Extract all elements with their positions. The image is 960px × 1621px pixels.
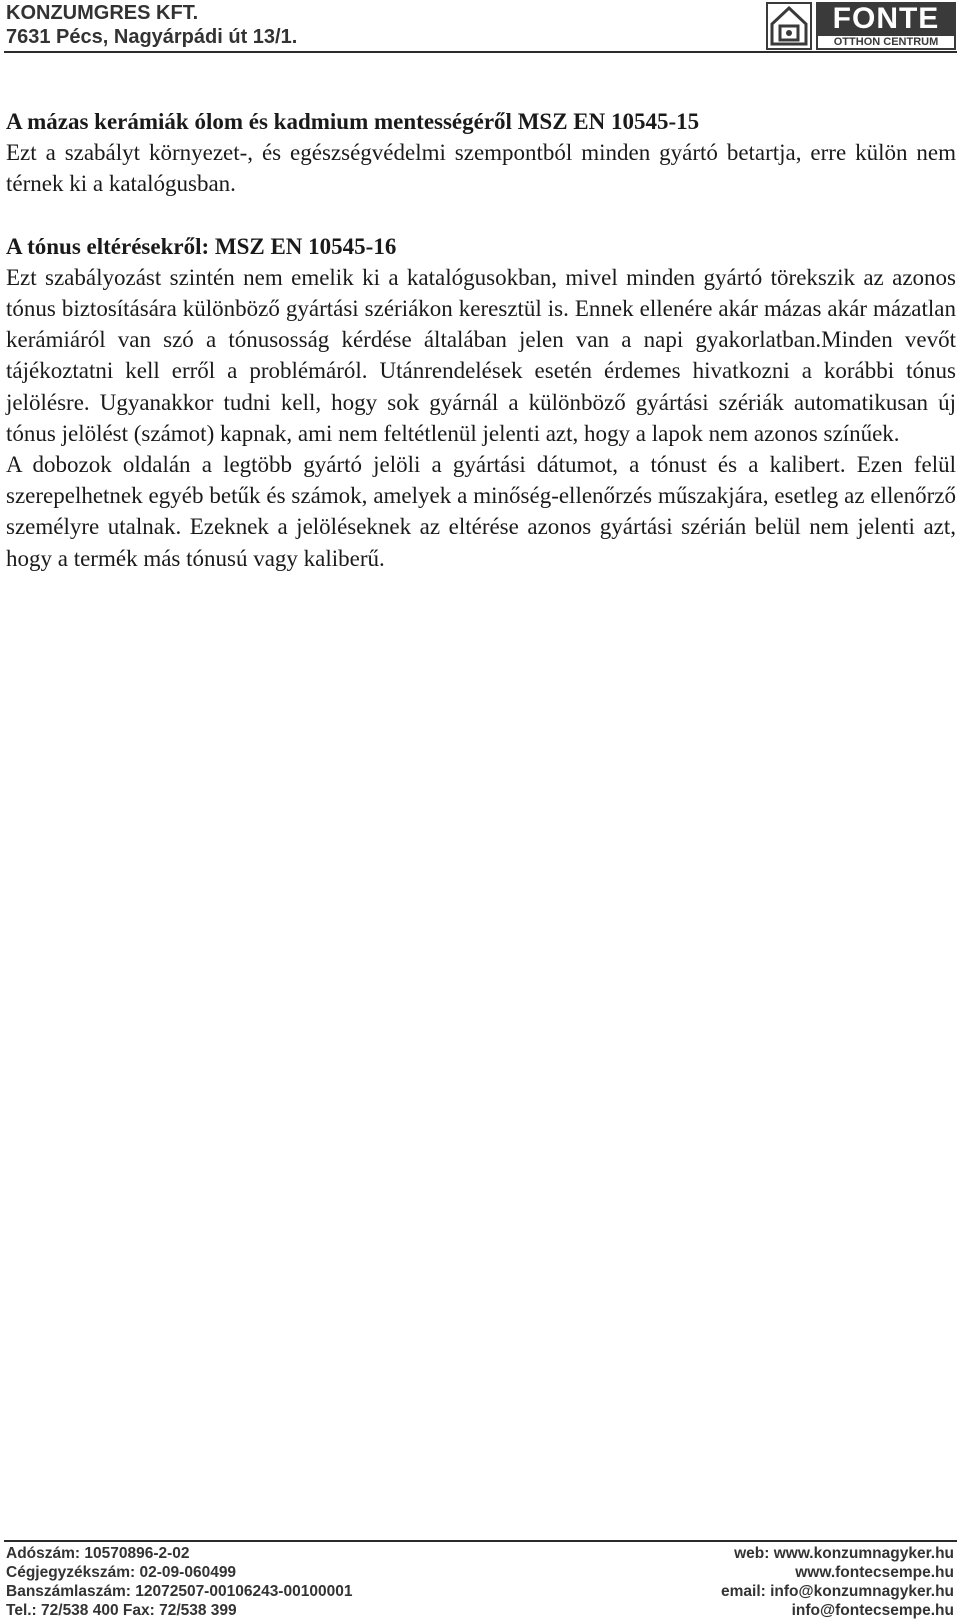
company-block <box>6 1 297 49</box>
email-address: email: info@konzumnagyker.hu <box>720 1583 954 1600</box>
registration-number: Cégjegyzékszám: 02-09-060499 <box>6 1564 237 1581</box>
section-paragraph: Ezt szabályozást szintén nem emelik ki a katalógusokban, mivel minden gyártó törekszik az azonos tónus biztosítására különböző gyártási szériákon keresztül is. Ennek ellenére akár mázas akár mázatlan kerámiáról van szó a tónusosság kérdése általában jelen van a napi gyakorlatban.Minden vevőt tájékoztatni kell erről a problémáról. Utánrendelések esetén érdemes hivatkozni a korábbi tónus jelölésre. Ugyanakkor tudni kell, hogy sok gyárnál a különböző gyártási szériák automatikusan új tónus jelölést (számot) kapnak, ami nem feltétlenül jelenti azt, hogy a lapok nem azonos színűek. <box>6 264 956 446</box>
web-address: web: www.konzumnagyker.hu <box>734 1545 954 1562</box>
logo-word: FONTE <box>832 2 940 35</box>
header-divider <box>4 51 957 53</box>
tax-number: Adószám: 10570896-2-02 <box>6 1545 190 1562</box>
phone-fax: Tel.: 72/538 400 Fax: 72/538 399 <box>6 1602 237 1619</box>
house-logo-icon <box>766 2 812 50</box>
email-address-2: info@fontecsempe.hu <box>791 1602 954 1619</box>
section-heading-tone: A tónus eltérésekről: MSZ EN 10545-16 <box>6 233 397 259</box>
document-body <box>6 106 956 574</box>
footer-divider <box>4 1540 957 1542</box>
letterhead <box>0 0 960 56</box>
fonte-logo <box>766 2 956 50</box>
paragraph-gap <box>6 200 956 231</box>
logo-subtitle: OTTHON CENTRUM <box>818 36 954 48</box>
footer-contact-info <box>721 1544 954 1620</box>
web-address-2: www.fontecsempe.hu <box>795 1564 954 1581</box>
section-paragraph: Ezt a szabályt környezet-, és egészségvédelmi szempontból minden gyártó betartja, erre külön nem térnek ki a katalógusban. <box>6 140 956 197</box>
footer-company-info <box>6 1544 352 1620</box>
section-paragraph: A dobozok oldalán a legtöbb gyártó jelöli a gyártási dátumot, a tónust és a kalibert. Ezen felül szerepelhetnek egyéb betűk és számok, amelyek a minőség-ellenőrzés műszakjára, esetleg az ellenőrző személyre utalnak. Ezeknek a jelöléseknek az eltérése azonos gyártási szérián belül nem jelenti azt, hogy a termék más tónusú vagy kaliberű. <box>6 452 956 571</box>
section-heading-lead-cadmium: A mázas kerámiák ólom és kadmium mentességéről MSZ EN 10545-15 <box>6 109 700 134</box>
company-address: 7631 Pécs, Nagyárpádi út 13/1. <box>6 26 298 48</box>
logo-wordmark <box>816 2 956 50</box>
bank-account: Banszámlaszám: 12072507-00106243-00100001 <box>6 1583 353 1600</box>
company-name: KONZUMGRES KFT. <box>6 2 199 24</box>
